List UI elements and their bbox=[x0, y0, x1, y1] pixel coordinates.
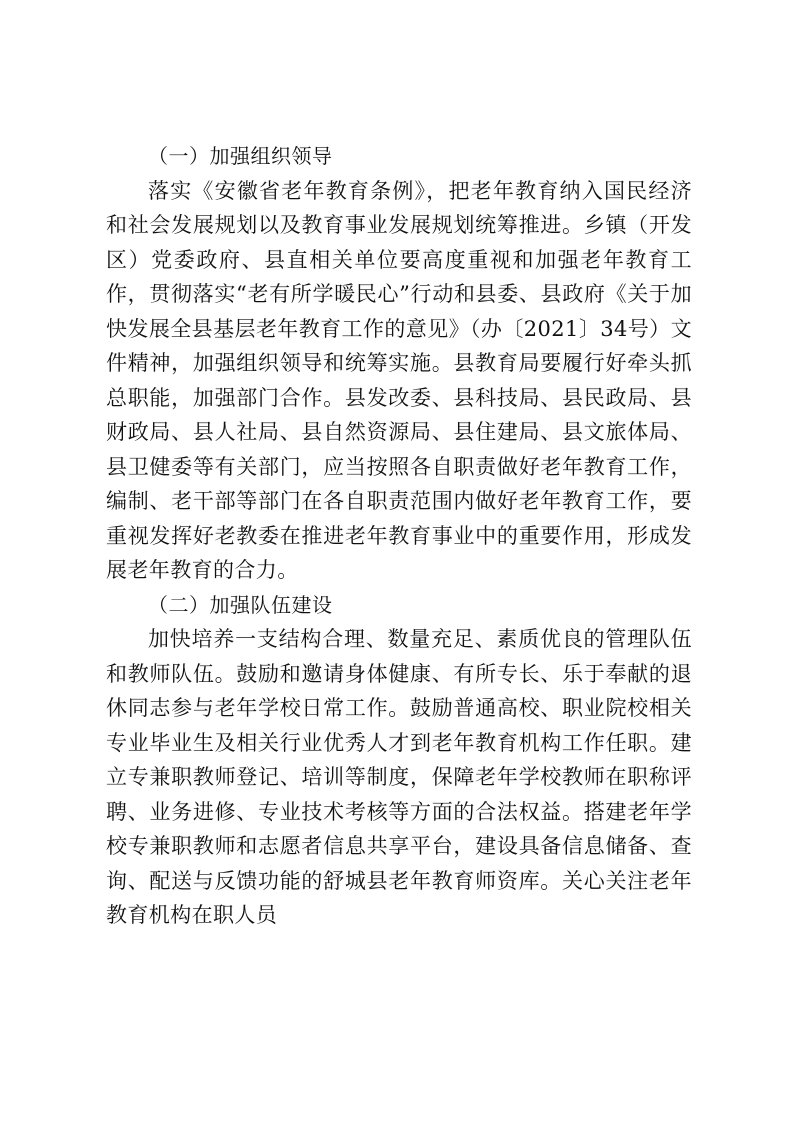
section-paragraph-team: 加快培养一支结构合理、数量充足、素质优良的管理队伍和教师队伍。鼓励和邀请身体健康、有所专长、乐于奉献的退休同志参与老年学校日常工作。鼓励普通高校、职业院校相关专业毕业生及相关行业优秀人才到老年教育机构工作任职。建立专兼职教师登记、培训等制度，保障老年学校教师在职称评聘、业务进修、专业技术考核等方面的合法权益。搭建老年学校专兼职教师和志愿者信息共享平台，建设具备信息储备、查询、配送与反馈功能的舒城县老年教育师资库。关心关注老年教育机构在职人员 bbox=[106, 627, 692, 927]
document-body bbox=[106, 139, 692, 933]
section-heading-organization: （一）加强组织领导 bbox=[148, 144, 333, 168]
section-paragraph-organization: 落实《安徽省老年教育条例》，把老年教育纳入国民经济和社会发展规划以及教育事业发展规划统筹推进。乡镇（开发区）党委政府、县直相关单位要高度重视和加强老年教育工作，贯彻落实“老有所学暖民心”行动和县委、县政府《关于加快发展全县基层老年教育工作的意见》（办〔2021〕34号）文件精神，加强组织领导和统筹实施。县教育局要履行好牵头抓总职能，加强部门合作。县发改委、县科技局、县民政局、县财政局、县人社局、县自然资源局、县住建局、县文旅体局、县卫健委等有关部门，应当按照各自职责做好老年教育工作，编制、老干部等部门在各自职责范围内做好老年教育工作，要重视发挥好老教委在推进老年教育事业中的重要作用，形成发展老年教育的合力。 bbox=[106, 178, 692, 582]
section-heading-team: （二）加强队伍建设 bbox=[148, 592, 333, 617]
